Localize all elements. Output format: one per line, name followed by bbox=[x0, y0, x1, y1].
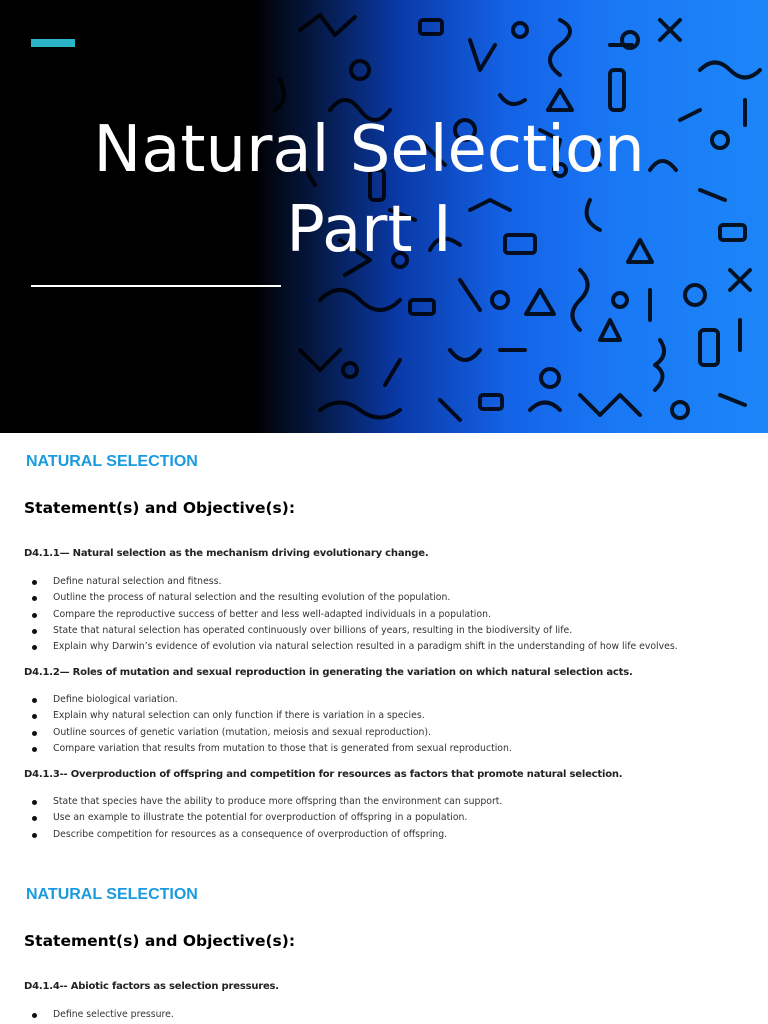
objective-title: D4.1.3-- Overproduction of offspring and competition for resources as factors that promote natural selection. bbox=[24, 769, 623, 780]
list-item bbox=[0, 574, 678, 590]
list-item-text: Explain why Darwin’s evidence of evolution via natural selection resulted in a paradigm shift in the understanding of how life evolves. bbox=[53, 641, 678, 653]
list-item-text: Define biological variation. bbox=[53, 694, 178, 705]
list-item-text: Explain why natural selection can only function if there is variation in a species. bbox=[53, 710, 425, 722]
objective-list bbox=[0, 1007, 174, 1023]
bullet-icon bbox=[32, 731, 37, 736]
objective-title: D4.1.4-- Abiotic factors as selection pressures. bbox=[24, 981, 279, 992]
objective-title: D4.1.2— Roles of mutation and sexual reproduction in generating the variation on which natural selection acts. bbox=[24, 667, 633, 678]
list-item bbox=[0, 794, 502, 810]
bullet-icon bbox=[32, 698, 37, 703]
list-item-text: Outline the process of natural selection and the resulting evolution of the population. bbox=[53, 592, 451, 604]
cover-title-line-2: Part I bbox=[286, 193, 452, 267]
objective-title: D4.1.1— Natural selection as the mechanism driving evolutionary change. bbox=[24, 548, 429, 559]
list-item-text: Compare the reproductive success of better and less well-adapted individuals in a population. bbox=[53, 608, 491, 620]
list-item-text: Describe competition for resources as a consequence of overproduction of offspring. bbox=[53, 828, 448, 840]
list-item-text: Define selective pressure. bbox=[53, 1009, 174, 1020]
bullet-icon bbox=[32, 714, 37, 719]
list-item bbox=[0, 1007, 174, 1023]
cover-title-line-1: Natural Selection bbox=[93, 113, 645, 187]
statement-heading: Statement(s) and Objective(s): bbox=[24, 499, 296, 517]
objective-list bbox=[0, 692, 512, 757]
list-item bbox=[0, 607, 678, 623]
list-item bbox=[0, 810, 502, 826]
objective-list bbox=[0, 794, 502, 843]
list-item-text: Outline sources of genetic variation (mutation, meiosis and sexual reproduction). bbox=[53, 726, 431, 738]
cover-banner bbox=[0, 0, 768, 433]
list-item-text: Use an example to illustrate the potential for overproduction of offspring in a population. bbox=[53, 812, 468, 824]
objective-list bbox=[0, 574, 678, 655]
accent-bar bbox=[31, 39, 75, 47]
section-heading: NATURAL SELECTION bbox=[26, 886, 198, 903]
bullet-icon bbox=[32, 645, 37, 650]
list-item-text: Define natural selection and fitness. bbox=[53, 576, 222, 587]
bullet-icon bbox=[32, 833, 37, 838]
list-item bbox=[0, 590, 678, 606]
bullet-icon bbox=[32, 1013, 37, 1018]
list-item bbox=[0, 623, 678, 639]
bullet-icon bbox=[32, 800, 37, 805]
bullet-icon bbox=[32, 596, 37, 601]
list-item-text: State that species have the ability to produce more offspring than the environment can support. bbox=[53, 796, 503, 807]
section-heading: NATURAL SELECTION bbox=[26, 453, 198, 470]
bullet-icon bbox=[32, 816, 37, 821]
bullet-icon bbox=[32, 580, 37, 585]
list-item bbox=[0, 725, 512, 741]
statement-heading: Statement(s) and Objective(s): bbox=[24, 932, 296, 950]
title-divider bbox=[31, 285, 281, 287]
list-item-text: Compare variation that results from mutation to those that is generated from sexual reproduction. bbox=[53, 742, 512, 754]
bullet-icon bbox=[32, 613, 37, 618]
list-item bbox=[0, 741, 512, 757]
bullet-icon bbox=[32, 629, 37, 634]
list-item bbox=[0, 692, 512, 708]
list-item bbox=[0, 639, 678, 655]
list-item bbox=[0, 827, 502, 843]
bullet-icon bbox=[32, 747, 37, 752]
list-item-text: State that natural selection has operated continuously over billions of years, resulting in the biodiversity of life. bbox=[53, 624, 573, 636]
list-item bbox=[0, 708, 512, 724]
